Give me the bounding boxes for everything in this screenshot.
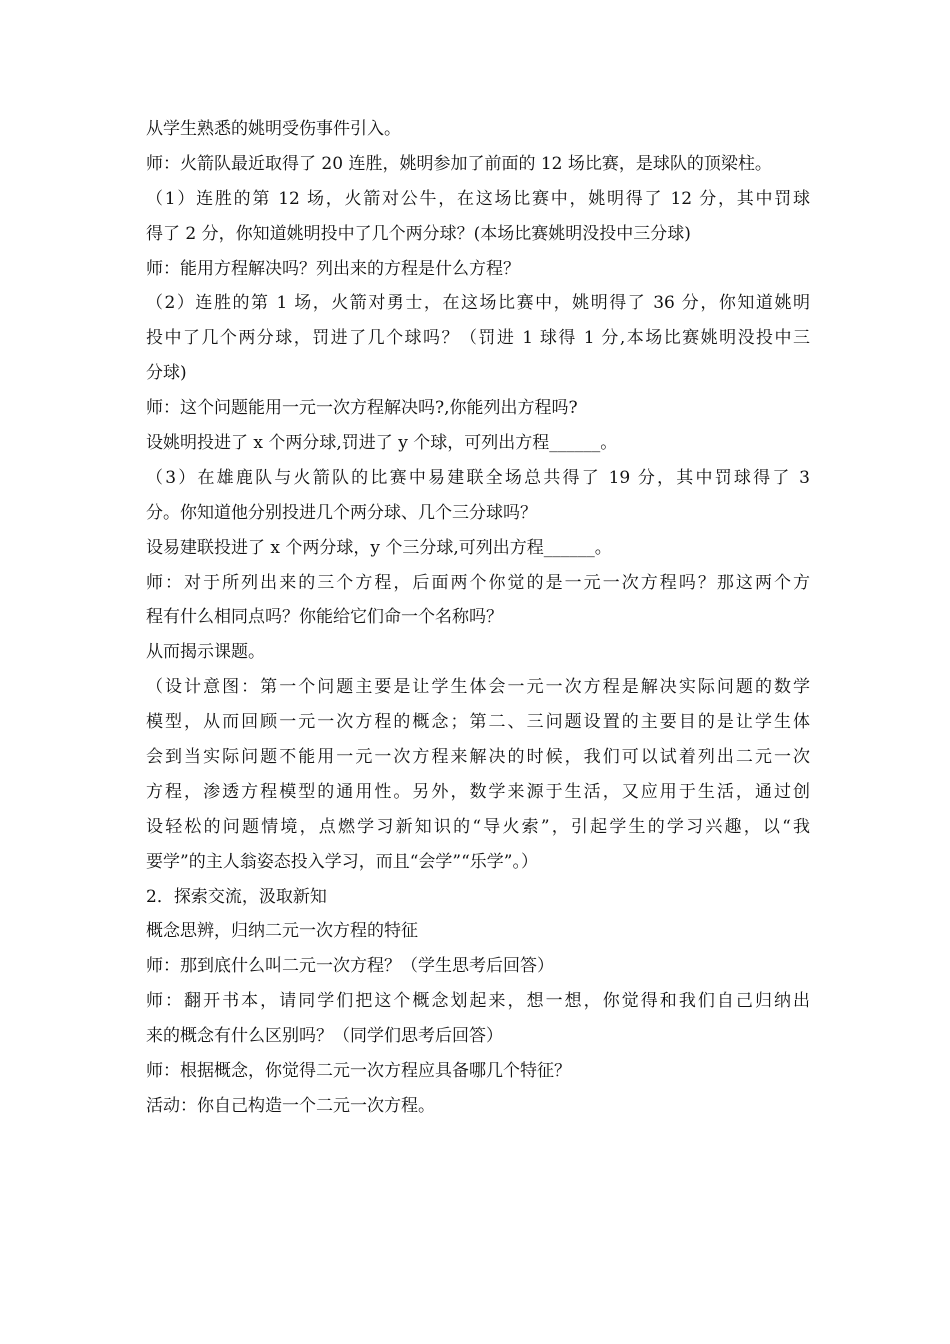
text-line-yao-equation: 设姚明投进了 x 个两分球,罚进了 y 个球，可列出方程______。	[146, 433, 618, 454]
section-heading-explore: 2．探索交流，汲取新知	[146, 886, 327, 907]
text-line-teacher-book-a: 师：翻开书本，请同学们把这个概念划起来，想一想，你觉得和我们自己归纳出	[146, 991, 810, 1012]
text-line-question-2b: 投中了几个两分球，罚进了几个球吗？（罚进 1 球得 1 分,本场比赛姚明没投中三	[146, 328, 810, 349]
text-line-question-2a: （2）连胜的第 1 场，火箭对勇士，在这场比赛中，姚明得了 36 分，你知道姚明	[146, 293, 810, 314]
text-line-question-3b: 分。你知道他分别投进几个两分球、几个三分球吗？	[146, 502, 537, 523]
text-line-teacher-linear: 师：这个问题能用一元一次方程解决吗?,你能列出方程吗?	[146, 398, 578, 419]
text-line-teacher-features: 师：根据概念，你觉得二元一次方程应具备哪几个特征？	[146, 1061, 571, 1082]
text-line-question-1a: （1）连胜的第 12 场，火箭对公牛，在这场比赛中，姚明得了 12 分，其中罚球	[146, 188, 810, 209]
text-line-question-3a: （3）在雄鹿队与火箭队的比赛中易建联全场总共得了 19 分，其中罚球得了 3	[146, 467, 810, 488]
text-line-concept-features: 概念思辨，归纳二元一次方程的特征	[146, 921, 418, 942]
text-line-design-intent-5: 设轻松的问题情境，点燃学习新知识的“导火索”，引起学生的学习兴趣，以“我	[146, 816, 810, 837]
text-line-teacher-rockets: 师：火箭队最近取得了 20 连胜，姚明参加了前面的 12 场比赛，是球队的顶梁柱。	[146, 153, 772, 174]
text-line-question-2c: 分球)	[146, 363, 187, 384]
text-line-design-intent-2: 模型，从而回顾一元一次方程的概念；第二、三问题设置的主要目的是让学生体	[146, 712, 810, 733]
text-line-yi-equation: 设易建联投进了 x 个两分球，y 个三分球,可列出方程______。	[146, 537, 612, 558]
text-line-teacher-three-b: 程有什么相同点吗？你能给它们命一个名称吗？	[146, 607, 503, 628]
text-line-teacher-what-is: 师：那到底什么叫二元一次方程？（学生思考后回答）	[146, 956, 554, 977]
text-line-reveal-topic: 从而揭示课题。	[146, 642, 265, 663]
text-line-design-intent-1: （设计意图：第一个问题主要是让学生体会一元一次方程是解决实际问题的数学	[146, 677, 810, 698]
text-line-teacher-equation: 师：能用方程解决吗？列出来的方程是什么方程？	[146, 258, 520, 279]
text-line-teacher-book-b: 来的概念有什么区别吗？（同学们思考后回答）	[146, 1026, 503, 1047]
text-line-intro: 从学生熟悉的姚明受伤事件引入。	[146, 119, 401, 139]
text-line-design-intent-4: 方程，渗透方程模型的通用性。另外，数学来源于生活，又应用于生活，通过创	[146, 781, 810, 802]
text-line-design-intent-6: 要学”的主人翁姿态投入学习，而且“会学”“乐学”。）	[146, 851, 538, 872]
text-line-question-1b: 得了 2 分，你知道姚明投中了几个两分球？(本场比赛姚明没投中三分球)	[146, 223, 691, 244]
text-line-activity: 活动：你自己构造一个二元一次方程。	[146, 1095, 435, 1116]
text-line-design-intent-3: 会到当实际问题不能用一元一次方程来解决的时候，我们可以试着列出二元一次	[146, 747, 810, 768]
text-line-teacher-three-a: 师：对于所列出来的三个方程，后面两个你觉的是一元一次方程吗？那这两个方	[146, 572, 810, 593]
